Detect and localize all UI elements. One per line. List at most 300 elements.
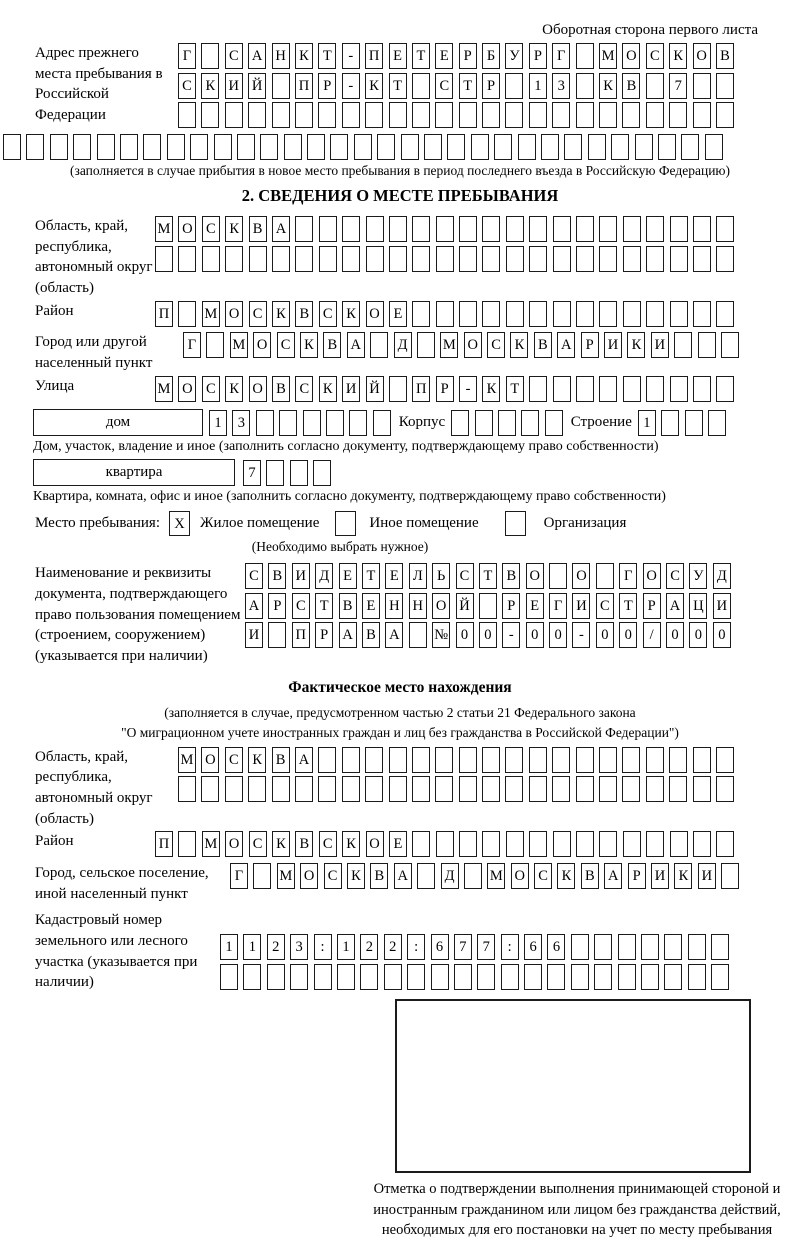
char-box[interactable] <box>501 964 519 990</box>
char-box[interactable] <box>576 246 594 272</box>
char-box[interactable]: С <box>646 43 664 69</box>
char-box[interactable]: А <box>557 332 575 358</box>
char-box[interactable] <box>553 301 571 327</box>
char-box[interactable] <box>178 831 196 857</box>
char-box[interactable] <box>576 43 594 69</box>
char-box[interactable] <box>290 964 308 990</box>
char-box[interactable]: И <box>245 622 263 648</box>
char-box[interactable]: 0 <box>479 622 497 648</box>
kadastr-row-1[interactable] <box>220 934 729 960</box>
char-box[interactable]: А <box>394 863 412 889</box>
char-box[interactable] <box>693 747 711 773</box>
char-box[interactable] <box>505 747 523 773</box>
char-box[interactable] <box>424 134 442 160</box>
char-box[interactable]: А <box>339 622 357 648</box>
char-box[interactable]: К <box>300 332 318 358</box>
char-box[interactable] <box>588 134 606 160</box>
char-box[interactable] <box>623 376 641 402</box>
char-box[interactable] <box>284 134 302 160</box>
char-box[interactable]: Е <box>389 831 407 857</box>
char-box[interactable]: Й <box>366 376 384 402</box>
char-box[interactable] <box>384 964 402 990</box>
char-box[interactable]: К <box>342 831 360 857</box>
char-box[interactable]: М <box>155 376 173 402</box>
org-checkbox[interactable] <box>505 511 526 536</box>
char-box[interactable] <box>326 410 344 436</box>
char-box[interactable]: В <box>249 216 267 242</box>
char-box[interactable] <box>143 134 161 160</box>
char-box[interactable] <box>482 102 500 128</box>
char-box[interactable] <box>435 776 453 802</box>
char-box[interactable] <box>664 934 682 960</box>
char-box[interactable]: Р <box>628 863 646 889</box>
char-box[interactable] <box>459 747 477 773</box>
char-box[interactable] <box>459 831 477 857</box>
char-box[interactable]: К <box>248 747 266 773</box>
char-box[interactable]: 1 <box>209 410 227 436</box>
char-box[interactable] <box>155 246 173 272</box>
char-box[interactable]: 2 <box>267 934 285 960</box>
char-box[interactable] <box>266 460 284 486</box>
char-box[interactable]: В <box>534 332 552 358</box>
zhiloe-checkbox[interactable] <box>169 511 190 536</box>
char-box[interactable]: М <box>202 301 220 327</box>
char-box[interactable] <box>318 102 336 128</box>
char-box[interactable]: Н <box>385 593 403 619</box>
char-box[interactable] <box>553 246 571 272</box>
char-box[interactable] <box>377 134 395 160</box>
char-box[interactable] <box>256 410 274 436</box>
char-box[interactable]: С <box>534 863 552 889</box>
char-box[interactable]: И <box>651 332 669 358</box>
char-box[interactable]: К <box>272 301 290 327</box>
char-box[interactable]: 1 <box>220 934 238 960</box>
char-box[interactable] <box>389 747 407 773</box>
char-box[interactable] <box>401 134 419 160</box>
char-box[interactable]: В <box>323 332 341 358</box>
char-box[interactable] <box>360 964 378 990</box>
char-box[interactable]: К <box>510 332 528 358</box>
char-box[interactable] <box>506 831 524 857</box>
gorod-row[interactable] <box>183 332 739 358</box>
char-box[interactable] <box>693 831 711 857</box>
char-box[interactable] <box>3 134 21 160</box>
char-box[interactable] <box>670 831 688 857</box>
char-box[interactable] <box>716 776 734 802</box>
char-box[interactable]: С <box>249 831 267 857</box>
char-box[interactable] <box>459 301 477 327</box>
char-box[interactable]: Ц <box>689 593 707 619</box>
char-box[interactable]: С <box>435 73 453 99</box>
char-box[interactable]: И <box>292 563 310 589</box>
char-box[interactable] <box>641 934 659 960</box>
char-box[interactable] <box>661 410 679 436</box>
char-box[interactable] <box>471 134 489 160</box>
char-box[interactable]: С <box>178 73 196 99</box>
char-box[interactable]: П <box>292 622 310 648</box>
char-box[interactable]: С <box>319 301 337 327</box>
char-box[interactable]: 7 <box>669 73 687 99</box>
char-box[interactable]: А <box>272 216 290 242</box>
char-box[interactable] <box>479 593 497 619</box>
char-box[interactable] <box>26 134 44 160</box>
char-box[interactable] <box>412 73 430 99</box>
char-box[interactable] <box>272 73 290 99</box>
char-box[interactable] <box>599 246 617 272</box>
char-box[interactable]: - <box>342 73 360 99</box>
char-box[interactable] <box>716 301 734 327</box>
char-box[interactable]: И <box>651 863 669 889</box>
char-box[interactable]: Е <box>362 593 380 619</box>
char-box[interactable]: О <box>253 332 271 358</box>
char-box[interactable] <box>477 964 495 990</box>
char-box[interactable] <box>337 964 355 990</box>
char-box[interactable] <box>646 776 664 802</box>
char-box[interactable]: У <box>689 563 707 589</box>
char-box[interactable] <box>599 102 617 128</box>
char-box[interactable] <box>459 216 477 242</box>
char-box[interactable] <box>599 216 617 242</box>
char-box[interactable]: - <box>572 622 590 648</box>
char-box[interactable]: Б <box>482 43 500 69</box>
char-box[interactable]: К <box>627 332 645 358</box>
char-box[interactable] <box>669 102 687 128</box>
char-box[interactable]: С <box>487 332 505 358</box>
char-box[interactable] <box>611 134 629 160</box>
char-box[interactable]: Р <box>315 622 333 648</box>
char-box[interactable] <box>435 102 453 128</box>
char-box[interactable] <box>545 410 563 436</box>
char-box[interactable] <box>553 216 571 242</box>
char-box[interactable] <box>505 776 523 802</box>
char-box[interactable] <box>248 102 266 128</box>
char-box[interactable]: Н <box>272 43 290 69</box>
char-box[interactable]: М <box>277 863 295 889</box>
char-box[interactable]: Т <box>412 43 430 69</box>
char-box[interactable]: Р <box>459 43 477 69</box>
char-box[interactable]: 7 <box>477 934 495 960</box>
char-box[interactable]: : <box>314 934 332 960</box>
char-box[interactable]: Г <box>230 863 248 889</box>
char-box[interactable] <box>623 246 641 272</box>
char-box[interactable]: Г <box>183 332 201 358</box>
char-box[interactable] <box>373 410 391 436</box>
char-box[interactable] <box>506 246 524 272</box>
char-box[interactable] <box>646 216 664 242</box>
char-box[interactable]: У <box>505 43 523 69</box>
char-box[interactable] <box>498 410 516 436</box>
char-box[interactable] <box>365 102 383 128</box>
char-box[interactable] <box>646 747 664 773</box>
char-box[interactable] <box>295 246 313 272</box>
char-box[interactable] <box>272 246 290 272</box>
char-box[interactable] <box>307 134 325 160</box>
char-box[interactable] <box>576 376 594 402</box>
fact-gorod-row[interactable] <box>230 863 739 889</box>
char-box[interactable]: 0 <box>596 622 614 648</box>
char-box[interactable] <box>681 134 699 160</box>
char-box[interactable] <box>529 776 547 802</box>
doc-row-3[interactable] <box>245 622 731 648</box>
char-box[interactable]: О <box>464 332 482 358</box>
char-box[interactable] <box>365 776 383 802</box>
char-box[interactable]: 0 <box>549 622 567 648</box>
char-box[interactable]: 6 <box>524 934 542 960</box>
char-box[interactable]: В <box>581 863 599 889</box>
char-box[interactable]: С <box>202 216 220 242</box>
char-box[interactable] <box>646 831 664 857</box>
kvartira-number-boxes[interactable] <box>243 460 331 486</box>
char-box[interactable]: 0 <box>689 622 707 648</box>
char-box[interactable]: О <box>622 43 640 69</box>
char-box[interactable]: О <box>693 43 711 69</box>
char-box[interactable] <box>409 622 427 648</box>
char-box[interactable] <box>599 301 617 327</box>
char-box[interactable]: И <box>604 332 622 358</box>
char-box[interactable] <box>688 964 706 990</box>
char-box[interactable] <box>366 216 384 242</box>
char-box[interactable] <box>688 934 706 960</box>
char-box[interactable]: С <box>225 747 243 773</box>
char-box[interactable]: : <box>407 934 425 960</box>
char-box[interactable] <box>120 134 138 160</box>
char-box[interactable] <box>505 511 526 536</box>
char-box[interactable]: К <box>225 376 243 402</box>
char-box[interactable] <box>708 410 726 436</box>
char-box[interactable]: Е <box>389 43 407 69</box>
char-box[interactable] <box>564 134 582 160</box>
char-box[interactable] <box>576 776 594 802</box>
char-box[interactable]: О <box>526 563 544 589</box>
char-box[interactable] <box>431 964 449 990</box>
char-box[interactable]: М <box>178 747 196 773</box>
char-box[interactable] <box>670 376 688 402</box>
char-box[interactable] <box>623 301 641 327</box>
char-box[interactable]: : <box>501 934 519 960</box>
char-box[interactable] <box>529 301 547 327</box>
char-box[interactable]: П <box>295 73 313 99</box>
char-box[interactable] <box>342 747 360 773</box>
char-box[interactable]: С <box>277 332 295 358</box>
char-box[interactable]: О <box>201 747 219 773</box>
char-box[interactable]: К <box>365 73 383 99</box>
char-box[interactable] <box>641 964 659 990</box>
char-box[interactable] <box>342 246 360 272</box>
char-box[interactable] <box>201 43 219 69</box>
char-box[interactable] <box>552 747 570 773</box>
char-box[interactable] <box>354 134 372 160</box>
char-box[interactable] <box>693 246 711 272</box>
char-box[interactable]: С <box>292 593 310 619</box>
char-box[interactable]: В <box>272 747 290 773</box>
char-box[interactable]: О <box>511 863 529 889</box>
char-box[interactable]: К <box>599 73 617 99</box>
char-box[interactable]: Е <box>389 301 407 327</box>
char-box[interactable]: Й <box>456 593 474 619</box>
char-box[interactable]: О <box>300 863 318 889</box>
char-box[interactable]: 1 <box>638 410 656 436</box>
char-box[interactable]: 3 <box>552 73 570 99</box>
char-box[interactable] <box>646 102 664 128</box>
char-box[interactable] <box>389 102 407 128</box>
char-box[interactable] <box>571 934 589 960</box>
char-box[interactable]: 7 <box>243 460 261 486</box>
char-box[interactable] <box>599 776 617 802</box>
char-box[interactable] <box>669 776 687 802</box>
char-box[interactable] <box>272 102 290 128</box>
char-box[interactable]: Т <box>506 376 524 402</box>
char-box[interactable]: О <box>225 301 243 327</box>
char-box[interactable] <box>389 776 407 802</box>
char-box[interactable]: Р <box>436 376 454 402</box>
char-box[interactable]: Е <box>339 563 357 589</box>
char-box[interactable] <box>529 831 547 857</box>
char-box[interactable] <box>576 73 594 99</box>
char-box[interactable]: 3 <box>232 410 250 436</box>
char-box[interactable]: К <box>319 376 337 402</box>
char-box[interactable]: 3 <box>290 934 308 960</box>
char-box[interactable] <box>330 134 348 160</box>
char-box[interactable]: Т <box>619 593 637 619</box>
char-box[interactable] <box>576 747 594 773</box>
char-box[interactable] <box>716 102 734 128</box>
char-box[interactable]: К <box>295 43 313 69</box>
char-box[interactable] <box>599 747 617 773</box>
char-box[interactable] <box>599 831 617 857</box>
char-box[interactable] <box>243 964 261 990</box>
char-box[interactable]: О <box>225 831 243 857</box>
raion-row[interactable] <box>155 301 734 327</box>
char-box[interactable]: 0 <box>666 622 684 648</box>
char-box[interactable] <box>596 563 614 589</box>
oblast-row-1[interactable] <box>155 216 734 242</box>
char-box[interactable]: И <box>572 593 590 619</box>
char-box[interactable] <box>366 246 384 272</box>
char-box[interactable]: А <box>385 622 403 648</box>
char-box[interactable] <box>412 246 430 272</box>
char-box[interactable] <box>417 332 435 358</box>
char-box[interactable] <box>553 376 571 402</box>
prev-address-row-1[interactable] <box>178 43 734 69</box>
char-box[interactable] <box>494 134 512 160</box>
char-box[interactable] <box>506 301 524 327</box>
char-box[interactable] <box>412 102 430 128</box>
char-box[interactable]: М <box>202 831 220 857</box>
char-box[interactable] <box>646 301 664 327</box>
char-box[interactable]: К <box>669 43 687 69</box>
char-box[interactable] <box>576 831 594 857</box>
char-box[interactable]: 1 <box>529 73 547 99</box>
char-box[interactable] <box>295 776 313 802</box>
char-box[interactable]: О <box>572 563 590 589</box>
char-box[interactable]: К <box>272 831 290 857</box>
char-box[interactable]: М <box>230 332 248 358</box>
char-box[interactable]: О <box>178 216 196 242</box>
char-box[interactable] <box>249 246 267 272</box>
char-box[interactable] <box>436 246 454 272</box>
char-box[interactable] <box>529 246 547 272</box>
char-box[interactable]: 1 <box>243 934 261 960</box>
ulitsa-row[interactable] <box>155 376 734 402</box>
char-box[interactable] <box>670 216 688 242</box>
char-box[interactable] <box>646 376 664 402</box>
char-box[interactable] <box>178 776 196 802</box>
char-box[interactable] <box>319 246 337 272</box>
char-box[interactable]: К <box>347 863 365 889</box>
char-box[interactable] <box>290 460 308 486</box>
char-box[interactable] <box>318 776 336 802</box>
char-box[interactable]: О <box>178 376 196 402</box>
char-box[interactable] <box>482 216 500 242</box>
char-box[interactable] <box>389 216 407 242</box>
char-box[interactable]: Г <box>549 593 567 619</box>
char-box[interactable]: К <box>482 376 500 402</box>
char-box[interactable] <box>716 246 734 272</box>
char-box[interactable]: С <box>225 43 243 69</box>
char-box[interactable] <box>664 964 682 990</box>
char-box[interactable]: В <box>272 376 290 402</box>
char-box[interactable] <box>436 216 454 242</box>
char-box[interactable]: С <box>249 301 267 327</box>
char-box[interactable]: Р <box>643 593 661 619</box>
char-box[interactable] <box>622 747 640 773</box>
char-box[interactable] <box>518 134 536 160</box>
char-box[interactable] <box>623 216 641 242</box>
char-box[interactable] <box>482 747 500 773</box>
char-box[interactable] <box>646 73 664 99</box>
char-box[interactable] <box>279 410 297 436</box>
char-box[interactable] <box>459 246 477 272</box>
char-box[interactable]: П <box>155 301 173 327</box>
char-box[interactable]: К <box>557 863 575 889</box>
char-box[interactable] <box>412 747 430 773</box>
char-box[interactable]: Д <box>315 563 333 589</box>
char-box[interactable] <box>482 776 500 802</box>
char-box[interactable] <box>529 747 547 773</box>
char-box[interactable] <box>670 246 688 272</box>
char-box[interactable] <box>268 622 286 648</box>
char-box[interactable] <box>716 747 734 773</box>
char-box[interactable]: О <box>366 831 384 857</box>
char-box[interactable] <box>482 301 500 327</box>
char-box[interactable] <box>541 134 559 160</box>
char-box[interactable] <box>693 73 711 99</box>
char-box[interactable] <box>475 410 493 436</box>
char-box[interactable] <box>549 563 567 589</box>
char-box[interactable]: С <box>456 563 474 589</box>
char-box[interactable]: Р <box>529 43 547 69</box>
char-box[interactable]: Д <box>441 863 459 889</box>
char-box[interactable] <box>524 964 542 990</box>
char-box[interactable] <box>670 301 688 327</box>
char-box[interactable] <box>303 410 321 436</box>
char-box[interactable] <box>190 134 208 160</box>
char-box[interactable] <box>178 246 196 272</box>
char-box[interactable] <box>693 102 711 128</box>
char-box[interactable] <box>521 410 539 436</box>
char-box[interactable] <box>576 216 594 242</box>
char-box[interactable] <box>314 964 332 990</box>
char-box[interactable]: М <box>155 216 173 242</box>
char-box[interactable] <box>529 102 547 128</box>
char-box[interactable] <box>685 410 703 436</box>
char-box[interactable] <box>167 134 185 160</box>
char-box[interactable] <box>412 831 430 857</box>
char-box[interactable] <box>267 964 285 990</box>
char-box[interactable] <box>225 102 243 128</box>
char-box[interactable] <box>594 964 612 990</box>
char-box[interactable] <box>571 964 589 990</box>
